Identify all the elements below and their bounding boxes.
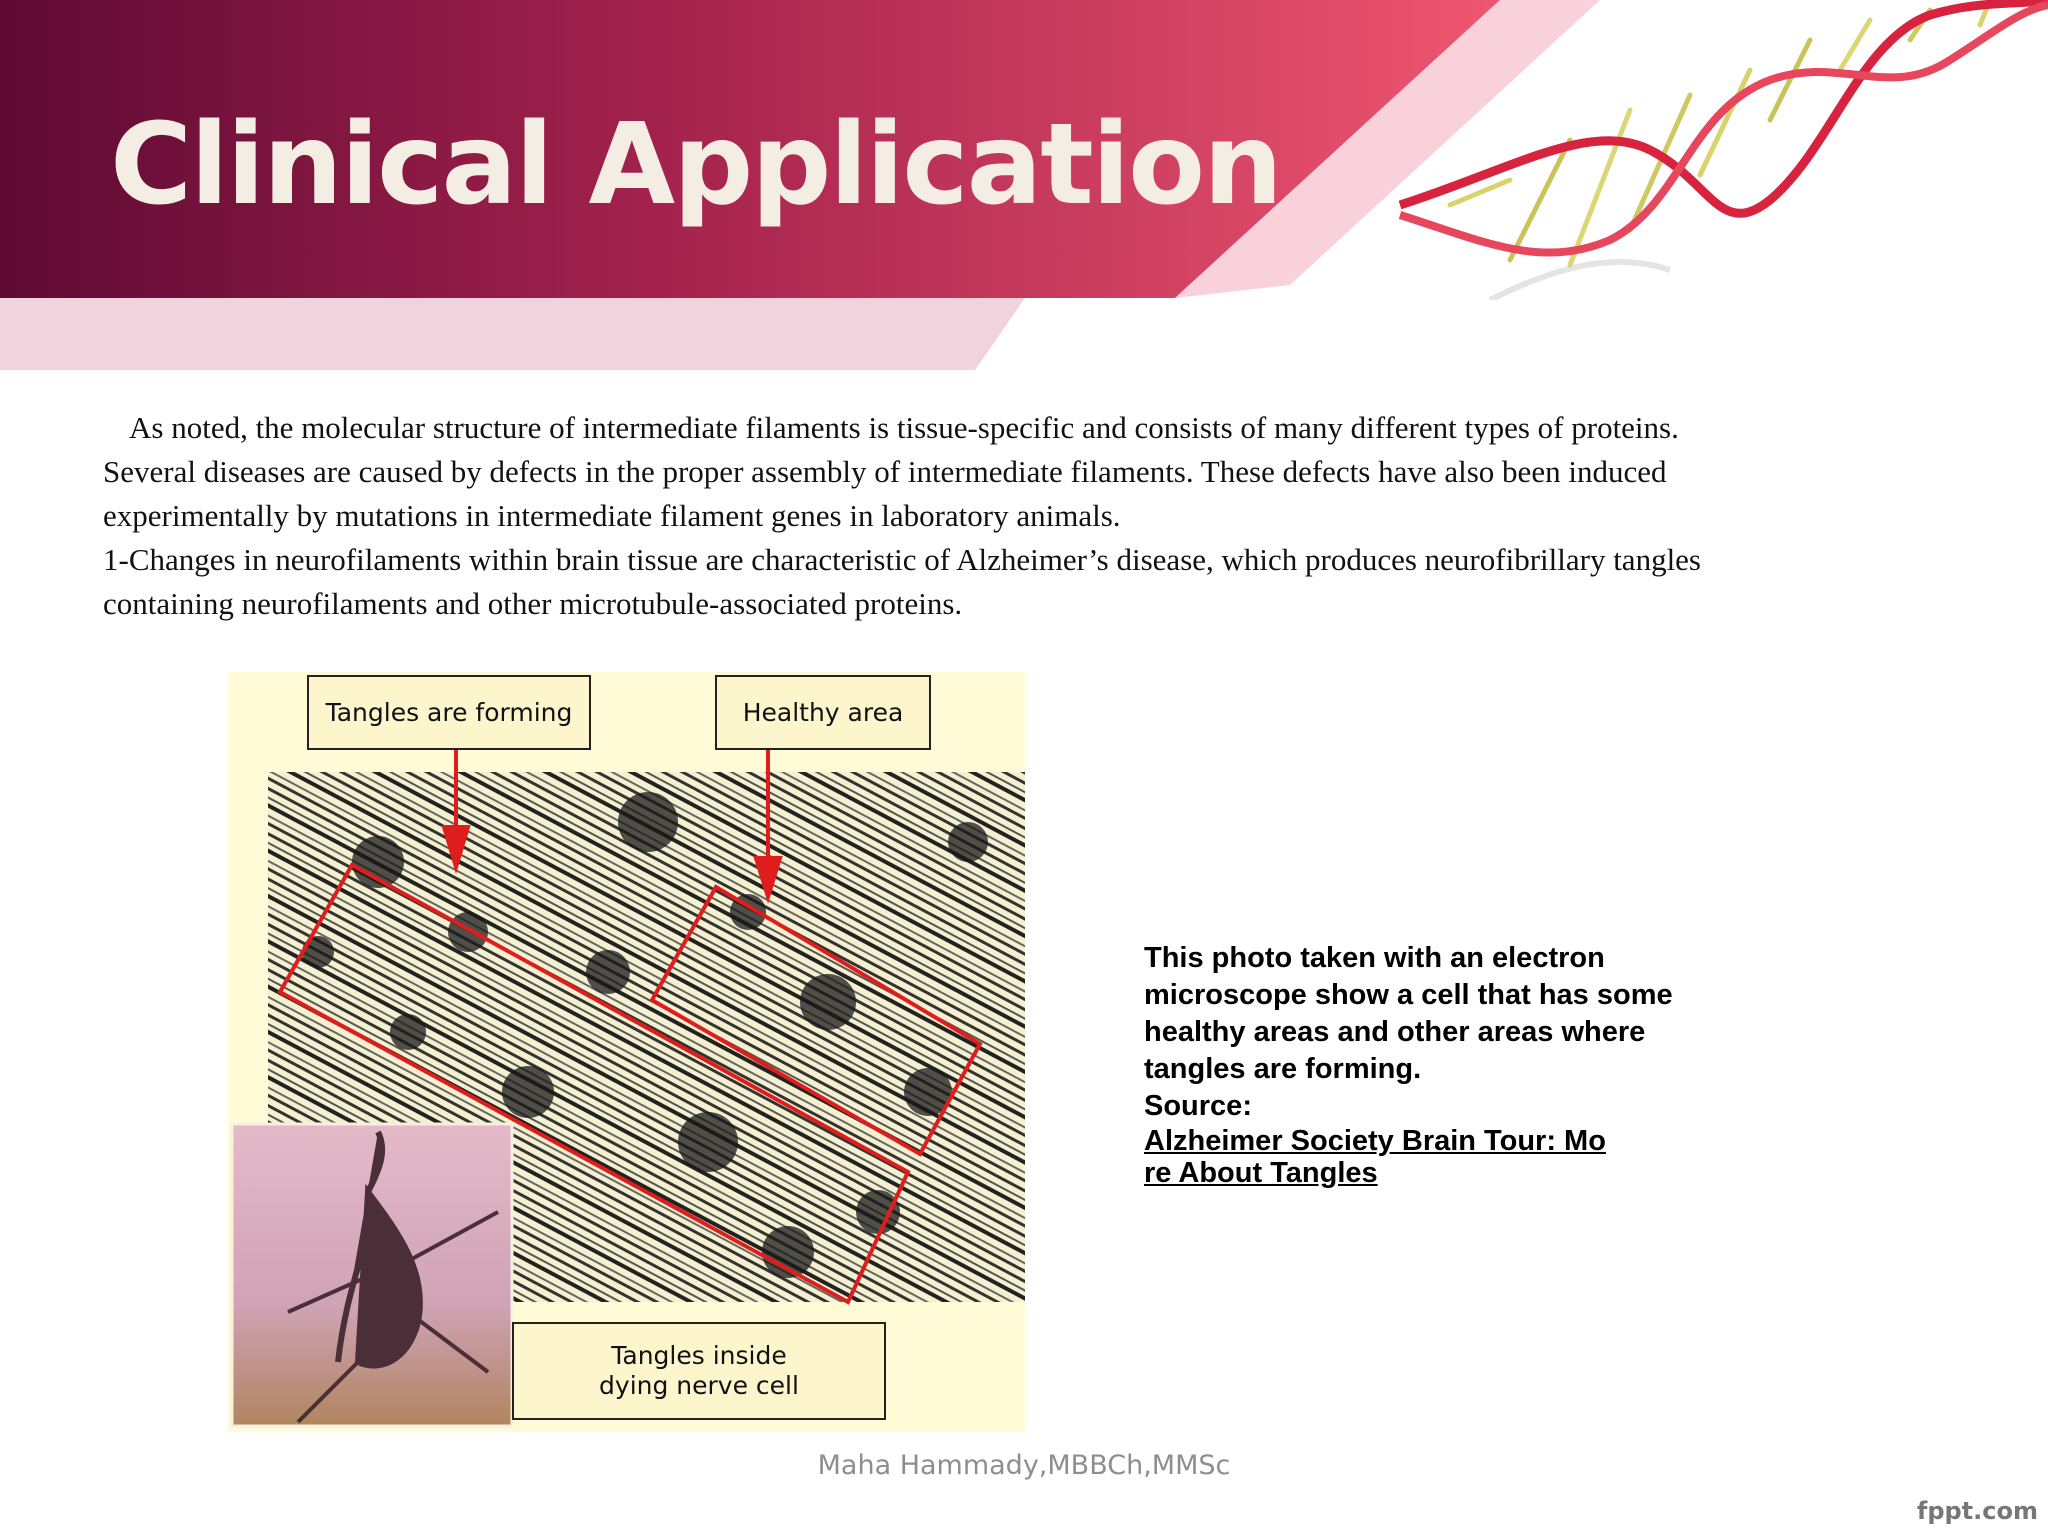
source-link-line-1[interactable]: Alzheimer Society Brain Tour: Mo <box>1144 1125 1606 1157</box>
label-tangles-inside-cell: Tangles inside dying nerve cell <box>512 1322 886 1420</box>
body-text <box>103 406 1743 626</box>
body-paragraph-1: As noted, the molecular structure of intermediate filaments is tissue-specific and consists of many different types of proteins. Several diseases are caused by defects in the proper assembly of intermediate filaments. These defects have also been induced experimentally by mutations in intermediate filament genes in laboratory animals. <box>103 410 1679 533</box>
label-tangles-forming: Tangles are forming <box>307 675 591 750</box>
electron-micrograph-figure <box>228 672 1025 1432</box>
source-link[interactable] <box>1144 1125 1684 1189</box>
caption-source-label: Source: <box>1144 1090 1252 1122</box>
watermark-logo: fppt.com <box>1916 1497 2038 1525</box>
author-footer: Maha Hammady,MBBCh,MMSc <box>817 1450 1231 1481</box>
dna-helix-illustration <box>1390 0 2048 300</box>
page-title: Clinical Application <box>110 100 1281 230</box>
label-healthy-area: Healthy area <box>715 675 931 750</box>
body-paragraph-2: 1-Changes in neurofilaments within brain tissue are characteristic of Alzheimer’s disease, which produces neurofibrillary tangles containing neurofilaments and other microtubule-associated proteins. <box>103 542 1701 621</box>
micrograph-image <box>228 672 1025 1432</box>
source-link-line-2[interactable]: re About Tangles <box>1144 1157 1378 1189</box>
caption-text: This photo taken with an electron microscope show a cell that has some healthy areas and other areas where tangles are forming. <box>1144 942 1673 1085</box>
banner-shadow-band <box>0 298 1025 370</box>
figure-caption <box>1144 940 1684 1189</box>
